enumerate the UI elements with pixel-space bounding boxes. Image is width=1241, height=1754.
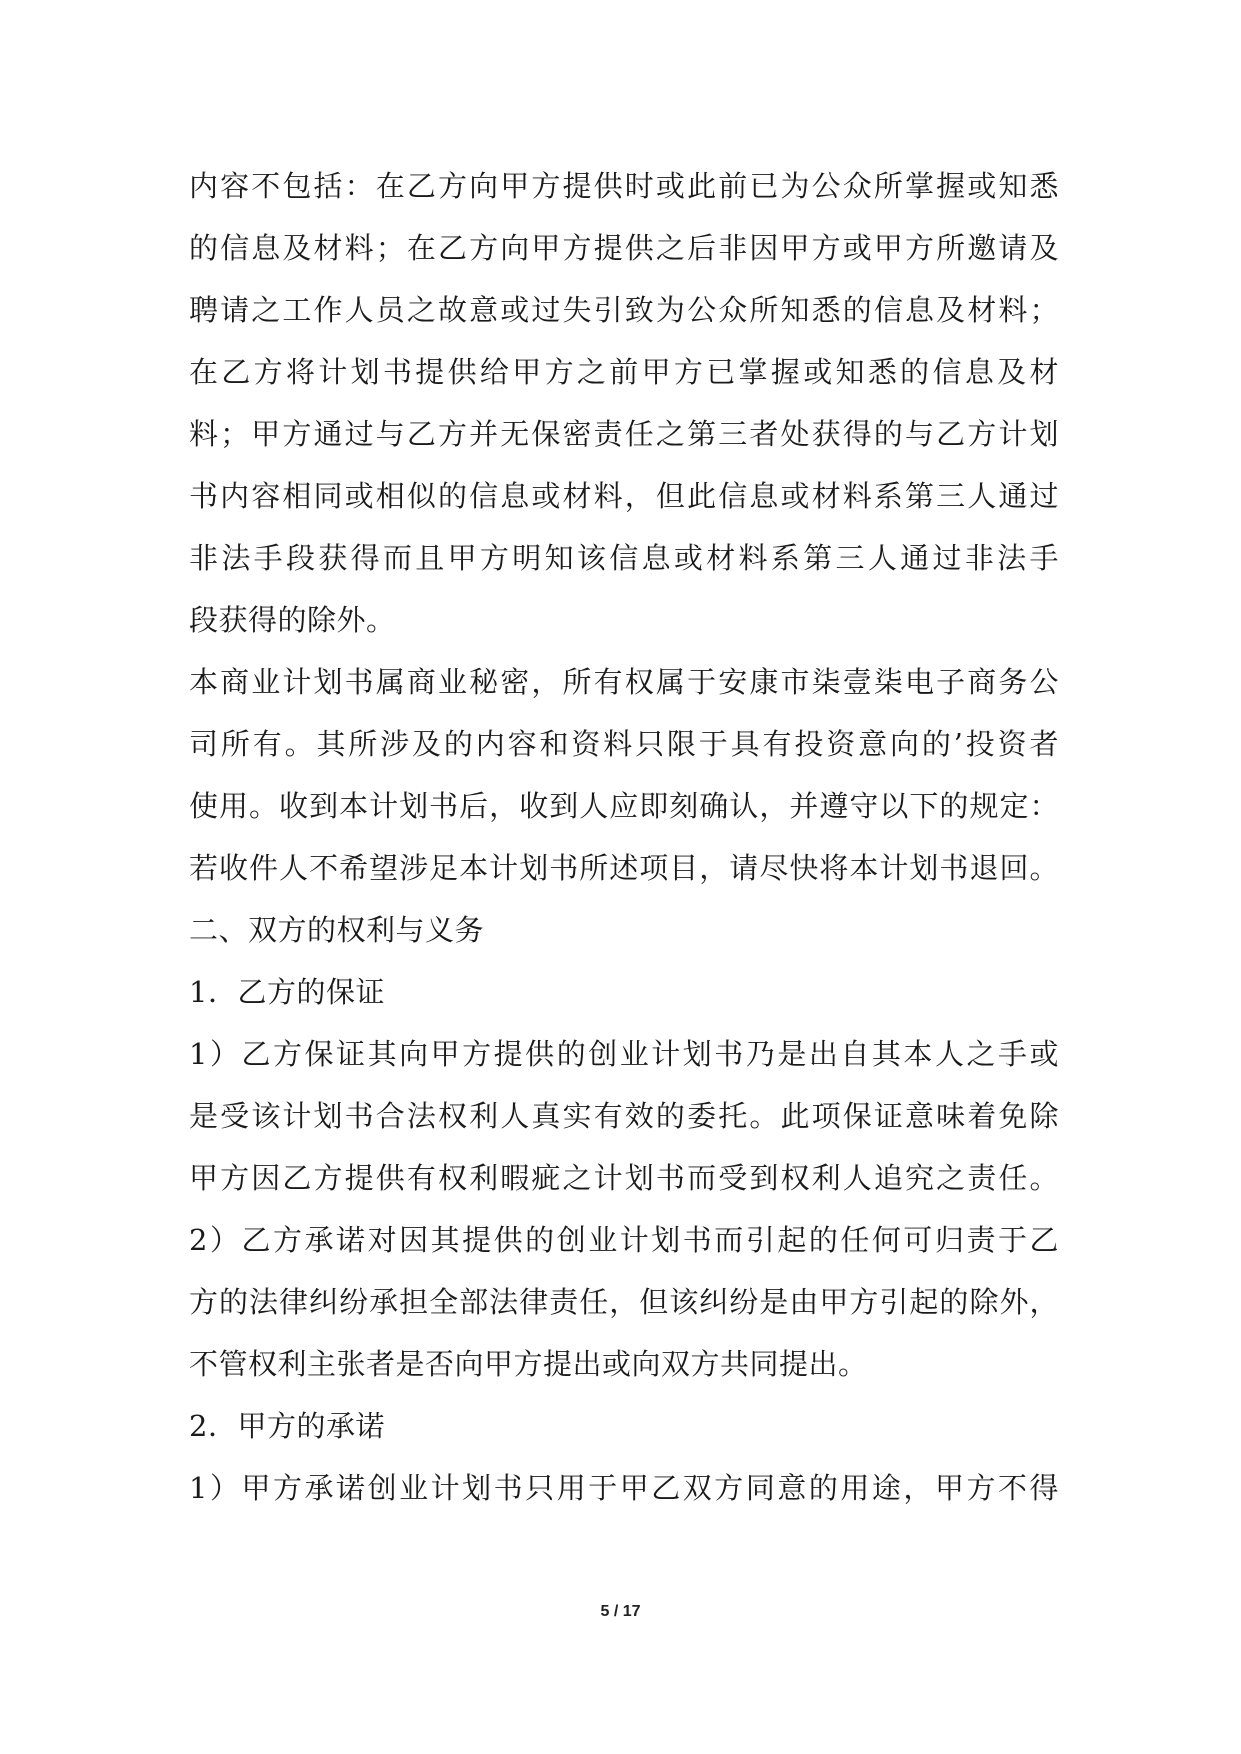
subsection-heading: 2．甲方的承诺 (189, 1409, 385, 1443)
subsection-heading: 1．乙方的保证 (189, 975, 385, 1009)
text-line: 是受该计划书合法权利人真实有效的委托。此项保证意味着免除 (189, 1099, 1059, 1133)
text-line: 聘请之工作人员之故意或过失引致为公众所知悉的信息及材料； (189, 293, 1059, 327)
text-line: 方的法律纠纷承担全部法律责任，但该纠纷是由甲方引起的除外， (189, 1285, 1059, 1319)
text-line: 使用。收到本计划书后，收到人应即刻确认，并遵守以下的规定： (189, 789, 1059, 823)
text-line: 书内容相同或相似的信息或材料，但此信息或材料系第三人通过 (189, 479, 1059, 513)
section-heading: 二、双方的权利与义务 (189, 913, 485, 947)
text-line: 甲方因乙方提供有权利暇疵之计划书而受到权利人追究之责任。 (189, 1161, 1059, 1195)
text-line: 1）甲方承诺创业计划书只用于甲乙双方同意的用途，甲方不得 (189, 1471, 1059, 1505)
text-line: 料；甲方通过与乙方并无保密责任之第三者处获得的与乙方计划 (189, 417, 1059, 451)
text-line: 2）乙方承诺对因其提供的创业计划书而引起的任何可归责于乙 (189, 1223, 1059, 1257)
text-line: 内容不包括：在乙方向甲方提供时或此前已为公众所掌握或知悉 (189, 169, 1059, 203)
document-body (189, 155, 1059, 1519)
text-line: 在乙方将计划书提供给甲方之前甲方已掌握或知悉的信息及材 (189, 355, 1059, 389)
text-line: 若收件人不希望涉足本计划书所述项目，请尽快将本计划书退回。 (189, 851, 1059, 885)
text-line: 段获得的除外。 (189, 603, 396, 637)
text-line: 的信息及材料；在乙方向甲方提供之后非因甲方或甲方所邀请及 (189, 231, 1059, 265)
text-line: 不管权利主张者是否向甲方提出或向双方共同提出。 (189, 1347, 868, 1381)
text-line: 本商业计划书属商业秘密，所有权属于安康市柒壹柒电子商务公 (189, 665, 1059, 699)
text-line: 1）乙方保证其向甲方提供的创业计划书乃是出自其本人之手或 (189, 1037, 1059, 1071)
text-line: 非法手段获得而且甲方明知该信息或材料系第三人通过非法手 (189, 541, 1059, 575)
text-line: 司所有。其所涉及的内容和资料只限于具有投资意向的’投资者 (189, 727, 1059, 761)
page-number: 5 / 17 (600, 1603, 641, 1620)
